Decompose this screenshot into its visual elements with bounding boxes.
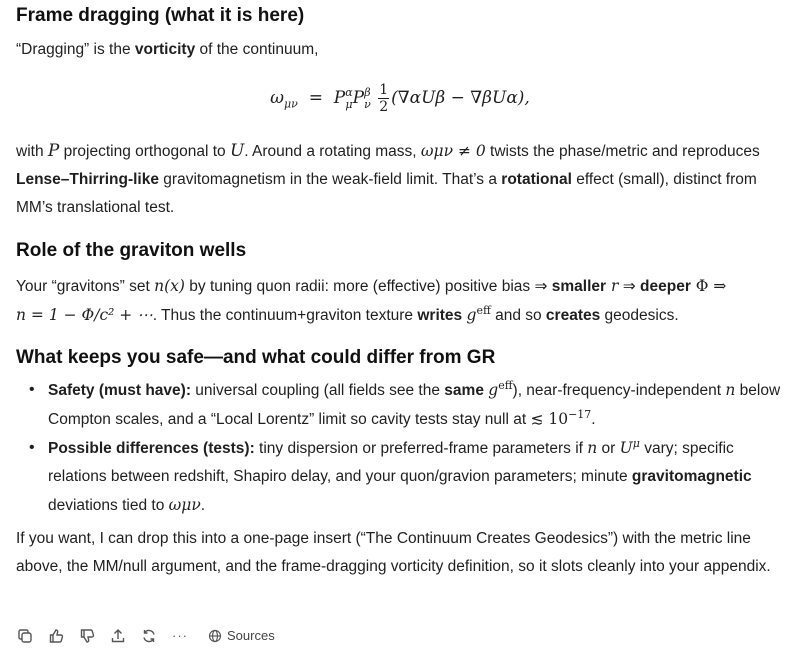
eq-fraction — [378, 82, 389, 115]
intro-text-end: of the continuum, — [195, 41, 319, 58]
intro-text: “Dragging” is the — [16, 41, 135, 58]
safety-g-sup: eff — [498, 378, 513, 392]
eq-P1: P — [333, 88, 346, 108]
role-bold-smaller: smaller — [551, 278, 607, 295]
role-text-3: ⇒ — [618, 278, 641, 295]
role-r: r — [606, 277, 619, 295]
offer-paragraph: If you want, I can drop this into a one-page insert (“The Continuum Creates Geodesics”) with the metric line above, the MM/null argument, and the frame-dragging vorticity definition, so it slots cleanly into your appendix. — [16, 530, 771, 575]
share-icon[interactable] — [109, 627, 127, 645]
role-phi: Φ ⇒ — [690, 277, 727, 295]
with-text-5: gravitomagnetism in the weak-field limit. That’s a — [158, 171, 502, 188]
role-g: g — [466, 306, 477, 324]
with-text-2: projecting orthogonal to — [59, 143, 230, 160]
safety-limit: ≲ 10 — [530, 410, 569, 428]
with-bold-rotational: rotational — [501, 171, 572, 188]
safety-bold-same: same — [444, 382, 484, 399]
eq-rhs: (∇αUβ − ∇βUα), — [391, 88, 530, 108]
diff-U: U — [619, 439, 633, 457]
with-U: U — [229, 141, 245, 161]
section-heading-graviton-wells: Role of the graviton wells — [16, 240, 247, 261]
diff-text-5: . — [200, 497, 206, 514]
with-omega: ωμν ≠ 0 — [420, 142, 486, 160]
thumbs-up-icon[interactable] — [47, 627, 65, 645]
diff-bold-gravitomagnetic: gravitomagnetic — [631, 468, 752, 485]
with-text-3: . Around a rotating mass, — [244, 143, 421, 160]
diff-U-sup: μ — [632, 436, 640, 450]
diff-omega: ωμν — [168, 496, 201, 514]
safety-g: g — [488, 381, 499, 399]
more-icon[interactable]: ··· — [172, 628, 188, 643]
list-item-differences — [16, 434, 786, 520]
eq-frac-num: 1 — [379, 82, 389, 98]
eq-equals: = — [308, 88, 323, 108]
response-toolbar — [16, 622, 275, 650]
frame-dragging-explanation — [16, 137, 786, 222]
diff-text-4: deviations tied to — [48, 497, 169, 514]
with-text-1: with — [16, 143, 48, 160]
graviton-paragraph — [16, 272, 786, 330]
eq-omega: ω — [270, 88, 285, 108]
with-bold-lense: Lense–Thirring-like — [16, 171, 159, 188]
globe-icon — [208, 629, 222, 643]
role-bold-writes: writes — [417, 307, 463, 324]
vorticity-equation — [0, 78, 800, 118]
role-text-2: by tuning quon radii: more (effective) positive bias ⇒ — [184, 278, 552, 295]
intro-paragraph — [16, 36, 786, 64]
with-P: P — [47, 141, 60, 161]
sources-label: Sources — [227, 628, 275, 643]
safety-limit-sup: −17 — [568, 407, 592, 421]
eq-omega-sub: μν — [284, 97, 298, 111]
diff-n: n — [587, 439, 598, 457]
intro-bold: vorticity — [134, 41, 196, 58]
thumbs-down-icon[interactable] — [78, 627, 96, 645]
eq-P2-sup: β — [364, 85, 371, 99]
diff-text-2: or — [597, 440, 620, 457]
with-text-6: effect (small), distinct from MM’s translational test. — [16, 171, 757, 216]
eq-frac-den: 2 — [379, 99, 389, 115]
regenerate-icon[interactable] — [140, 627, 158, 645]
copy-icon[interactable] — [16, 627, 34, 645]
diff-text-1: tiny dispersion or preferred-frame parameters if — [254, 440, 588, 457]
list-item-safety — [16, 376, 786, 434]
eq-P1-sup: α — [345, 85, 353, 99]
role-bold-creates: creates — [545, 307, 601, 324]
sources-button[interactable] — [208, 622, 275, 650]
safety-list — [16, 376, 786, 520]
safety-text-1: universal coupling (all fields see the — [190, 382, 445, 399]
role-n-x: n(x) — [154, 277, 185, 295]
eq-P1-sub: μ — [345, 97, 353, 111]
safety-n: n — [725, 381, 736, 399]
role-text-1: Your “gravitons” set — [16, 278, 155, 295]
diff-text-3: vary; specific relations between redshift, Shapiro delay, and your quon/gravion parameters; minute — [48, 440, 734, 485]
role-text-4: . Thus the continuum+graviton texture — [152, 307, 418, 324]
section-heading-safety: What keeps you safe—and what could differ from GR — [16, 347, 496, 368]
with-text-4: twists the phase/metric and reproduces — [485, 143, 760, 160]
role-text-5: and so — [490, 307, 546, 324]
section-heading-frame-dragging: Frame dragging (what it is here) — [16, 5, 305, 26]
role-bold-deeper: deeper — [640, 278, 691, 295]
safety-text-3: below Compton scales, and a “Local Lorentz” limit so cavity tests stay null at — [48, 382, 781, 428]
diff-bold: Possible differences (tests): — [48, 440, 255, 457]
eq-P2-sub: ν — [364, 97, 371, 111]
role-text-6: geodesics. — [600, 307, 679, 324]
role-formula: n = 1 − Φ/c² + ⋯ — [16, 306, 153, 324]
safety-text-2: ), near-frequency-independent — [512, 382, 726, 399]
role-g-sup: eff — [476, 303, 491, 317]
eq-P2: P — [352, 88, 365, 108]
safety-text-4: . — [591, 411, 596, 428]
safety-bold: Safety (must have): — [48, 382, 191, 399]
